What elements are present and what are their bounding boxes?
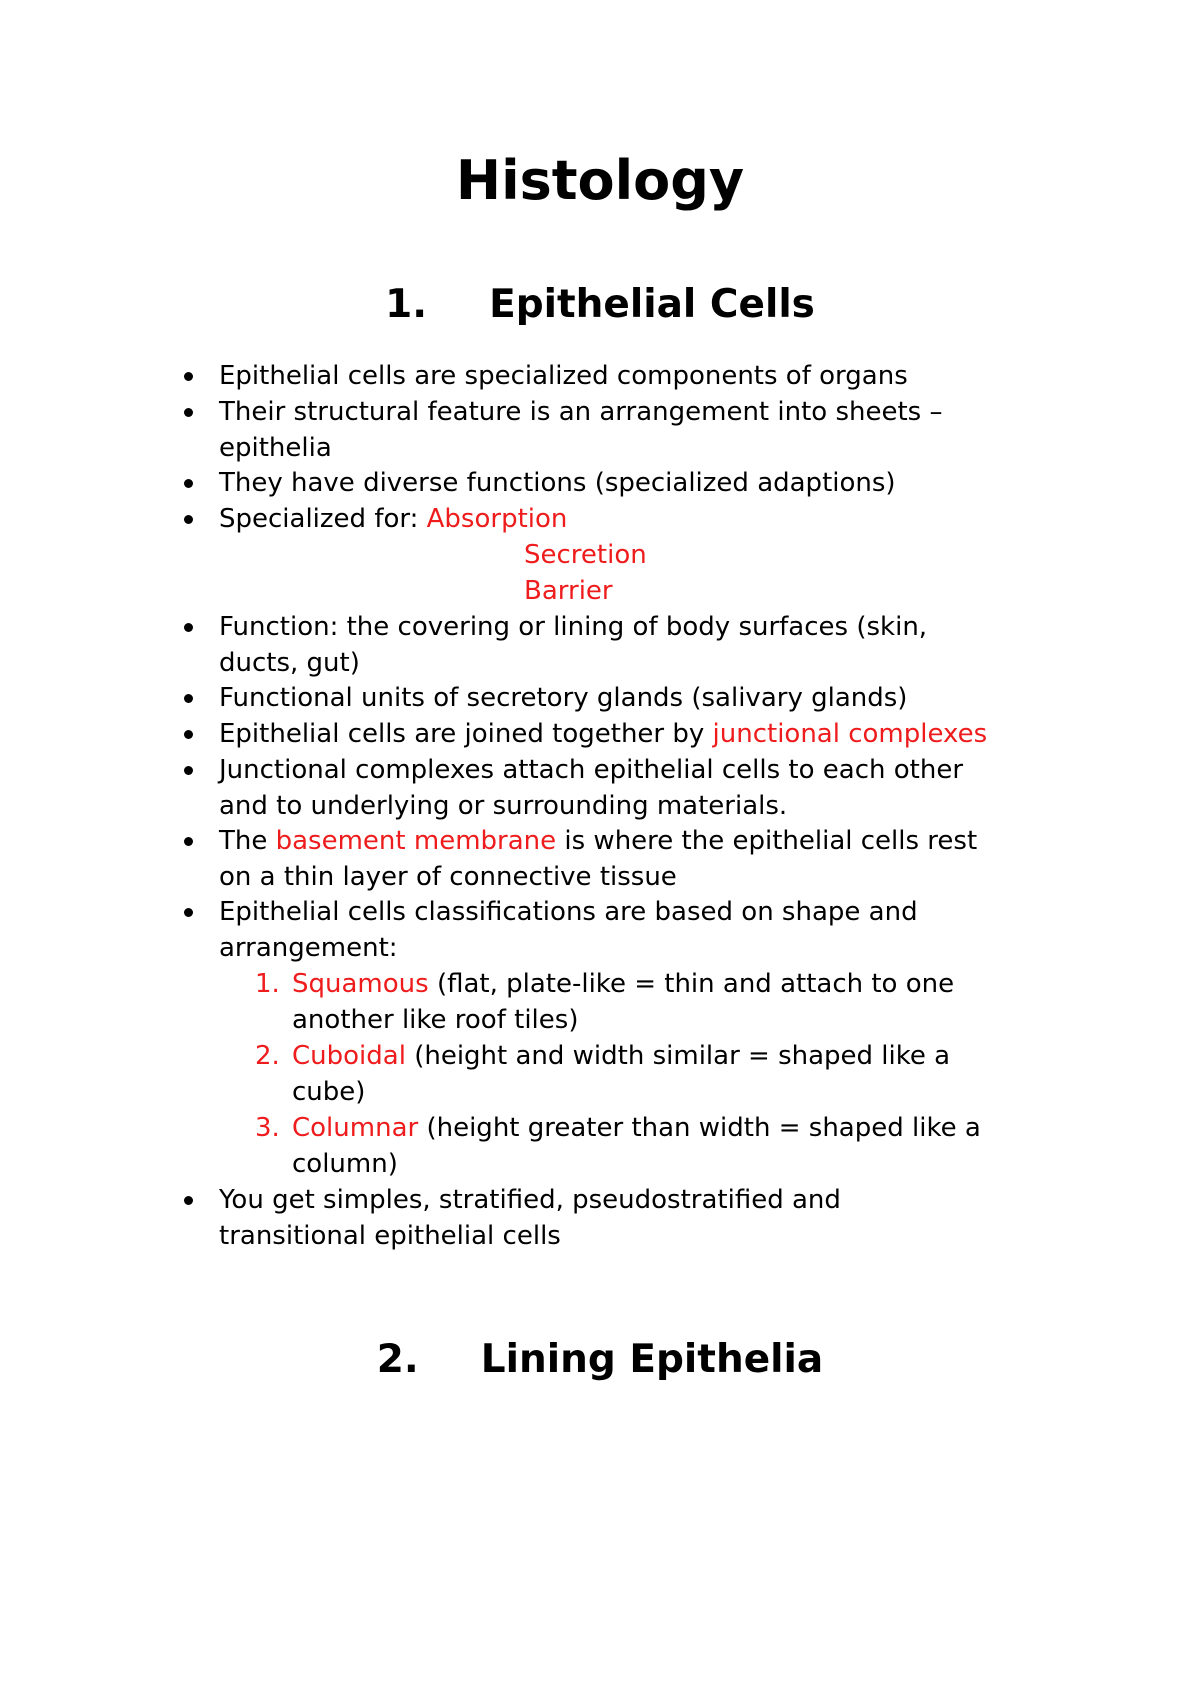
list-item: Epithelial cells classifications are based on shape and (219, 897, 918, 927)
list-item-continuation: arrangement: (219, 933, 398, 963)
highlight-term: Columnar (292, 1113, 419, 1143)
list-item-continuation: transitional epithelial cells (219, 1221, 561, 1251)
bullet-icon (184, 908, 193, 917)
highlight-term: Barrier (524, 576, 613, 606)
bullet-icon (184, 766, 193, 775)
section-number: 1. (385, 282, 428, 327)
numbered-item-text (292, 966, 954, 1002)
bullet-icon (184, 515, 193, 524)
highlight-term: Cuboidal (292, 1041, 406, 1071)
numbered-item-continuation: another like roof tiles) (292, 1005, 579, 1035)
list-item: Their structural feature is an arrangement into sheets – (219, 397, 943, 427)
bullet-icon (184, 372, 193, 381)
highlight-term: basement membrane (275, 826, 557, 856)
bullet-icon (184, 730, 193, 739)
label-text: Epithelial cells are joined together by (219, 719, 713, 749)
list-item-continuation: on a thin layer of connective tissue (219, 862, 677, 892)
item-number: 3. (255, 1113, 280, 1143)
label-text: Specialized for: (219, 504, 427, 534)
section-number: 2. (376, 1337, 419, 1382)
bullet-icon (184, 479, 193, 488)
numbered-item-continuation: cube) (292, 1077, 366, 1107)
numbered-item-text (292, 1110, 981, 1146)
item-number: 1. (255, 969, 280, 999)
highlight-term: junctional complexes (712, 719, 988, 749)
highlight-term: Squamous (292, 969, 429, 999)
bullet-icon (184, 1196, 193, 1205)
list-item: Junctional complexes attach epithelial cells to each other (219, 755, 964, 785)
numbered-item-columnar (255, 1110, 280, 1146)
bullet-icon (184, 694, 193, 703)
list-item (219, 823, 977, 859)
list-item: Epithelial cells are specialized components of organs (219, 361, 908, 391)
list-item: They have diverse functions (specialized adaptions) (219, 468, 896, 498)
list-item: Function: the covering or lining of body surfaces (skin, (219, 612, 928, 642)
section-title: Lining Epithelia (480, 1337, 824, 1382)
numbered-item-continuation: column) (292, 1149, 398, 1179)
highlight-term: Absorption (426, 504, 568, 534)
section-title: Epithelial Cells (489, 282, 815, 327)
section-heading-epithelial-cells (0, 281, 1200, 329)
page-title: Histology (455, 149, 745, 212)
list-item: You get simples, stratified, pseudostratified and (219, 1185, 841, 1215)
label-text: is where the epithelial cells rest (556, 826, 978, 856)
list-item-continuation: ducts, gut) (219, 648, 360, 678)
bullet-icon (184, 623, 193, 632)
label-text: (height greater than width = shaped like a (418, 1113, 981, 1143)
list-item-continuation: epithelia (219, 433, 332, 463)
section-heading-lining-epithelia (0, 1336, 1200, 1384)
numbered-item-cuboidal (255, 1038, 280, 1074)
bullet-icon (184, 408, 193, 417)
list-item (219, 716, 987, 752)
numbered-item-text (292, 1038, 950, 1074)
label-text: The (219, 826, 276, 856)
list-item (219, 501, 567, 537)
list-item-continuation: and to underlying or surrounding materials. (219, 791, 788, 821)
label-text: (flat, plate-like = thin and attach to one (428, 969, 955, 999)
numbered-item-squamous (255, 966, 280, 1002)
bullet-icon (184, 837, 193, 846)
item-number: 2. (255, 1041, 280, 1071)
label-text: (height and width similar = shaped like a (405, 1041, 951, 1071)
list-item: Functional units of secretory glands (salivary glands) (219, 683, 908, 713)
highlight-term: Secretion (524, 540, 647, 570)
